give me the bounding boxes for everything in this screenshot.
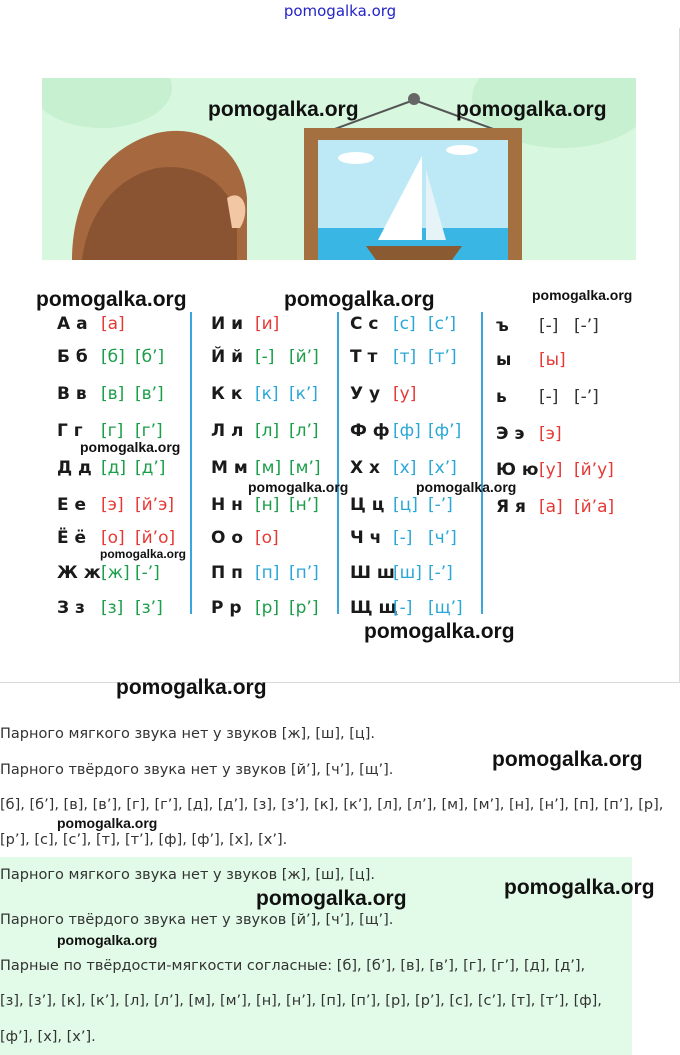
sound-cell: [р’] xyxy=(289,598,319,618)
letter-cell: Ж ж xyxy=(57,563,101,583)
sound-cell: [й’о] xyxy=(135,528,176,548)
sound-cell: [н’] xyxy=(289,495,319,515)
letter-cell: Щ щ xyxy=(350,598,398,618)
letter-cell: Я я xyxy=(496,497,526,517)
sound-cell: [б] xyxy=(101,347,125,367)
letter-cell: Т т xyxy=(350,347,378,367)
sound-cell: [э] xyxy=(101,495,124,515)
sound-cell: [и] xyxy=(255,314,280,334)
letter-cell: И и xyxy=(211,314,244,334)
sound-cell: [й’у] xyxy=(574,460,614,480)
sound-cell: [п’] xyxy=(289,563,319,583)
letter-cell: Л л xyxy=(211,421,244,441)
sound-cell: [д’] xyxy=(135,458,166,478)
watermark: pomogalka.org xyxy=(532,287,633,303)
letter-cell: Ч ч xyxy=(350,528,382,548)
sound-cell: [з] xyxy=(101,598,124,618)
sound-cell: [с’] xyxy=(428,314,457,334)
sound-cell: [н] xyxy=(255,495,280,515)
letter-cell: Р р xyxy=(211,598,242,618)
sound-cell: [б’] xyxy=(135,347,165,367)
watermark: pomogalka.org xyxy=(116,676,267,699)
letter-cell: У у xyxy=(350,384,381,404)
sound-cell: [в] xyxy=(101,384,125,404)
sound-cell: [-] xyxy=(539,387,559,407)
sound-cell: [л’] xyxy=(289,421,319,441)
sound-cell: [-’] xyxy=(428,495,453,515)
sound-cell: [у] xyxy=(539,460,563,480)
answer-line: Парного мягкого звука нет у звуков [ж], [ш], [ц]. xyxy=(0,867,375,883)
sound-cell: [й’а] xyxy=(574,497,615,517)
letter-cell: Ш ш xyxy=(350,563,395,583)
sound-cell: [-] xyxy=(393,598,413,618)
sound-cell: [к’] xyxy=(289,384,318,404)
letter-cell: З з xyxy=(57,598,85,618)
sound-cell: [у] xyxy=(393,384,417,404)
sound-cell: [-’] xyxy=(574,316,599,336)
sound-cell: [о] xyxy=(255,528,279,548)
answer-line: Парного твёрдого звука нет у звуков [й’], [ч’], [щ’]. xyxy=(0,912,394,928)
sound-cell: [ш] xyxy=(393,563,422,583)
sound-cell: [ф’] xyxy=(428,421,462,441)
letter-cell: А а xyxy=(57,314,88,334)
watermark: pomogalka.org xyxy=(36,288,187,311)
letter-cell: П п xyxy=(211,563,243,583)
sound-cell: [о] xyxy=(101,528,125,548)
letter-cell: Е е xyxy=(57,495,87,515)
letter-cell: В в xyxy=(57,384,87,404)
watermark: pomogalka.org xyxy=(57,932,158,948)
sound-cell: [з’] xyxy=(135,598,163,618)
watermark: pomogalka.org xyxy=(248,479,349,495)
sound-cell: [ы] xyxy=(539,350,566,370)
sound-cell: [р] xyxy=(255,598,280,618)
watermark-top: pomogalka.org xyxy=(283,2,397,20)
column-divider xyxy=(337,312,339,614)
letter-cell: Г г xyxy=(57,421,83,441)
answer-line: Парные по твёрдости-мягкости согласные: [б], [б’], [в], [в’], [г], [г’], [д], [д’], xyxy=(0,958,586,974)
sound-cell: [-’] xyxy=(574,387,599,407)
sound-cell: [г’] xyxy=(135,421,163,441)
answer-line: [ф’], [х], [х’]. xyxy=(0,1029,96,1045)
sound-cell: [а] xyxy=(101,314,125,334)
watermark: pomogalka.org xyxy=(492,748,643,771)
letter-cell: Х х xyxy=(350,458,380,478)
letter-cell: Э э xyxy=(496,424,525,444)
letter-cell: Ю ю xyxy=(496,460,539,480)
letter-cell: Б б xyxy=(57,347,88,367)
sound-cell: [щ’] xyxy=(428,598,463,618)
letter-cell: О о xyxy=(211,528,244,548)
sound-cell: [-’] xyxy=(428,563,453,583)
text-line: Парного твёрдого звука нет у звуков [й’], [ч’], [щ’]. xyxy=(0,762,394,778)
text-line: [б], [б’], [в], [в’], [г], [г’], [д], [д’], [з], [з’], [к], [к’], [л], [л’], [м], [м’], [н], [н’], [п], [п’], [р], xyxy=(0,797,664,813)
letter-cell: С с xyxy=(350,314,379,334)
column-divider xyxy=(190,312,192,614)
sound-cell: [т’] xyxy=(428,347,457,367)
watermark: pomogalka.org xyxy=(456,98,607,121)
sound-cell: [-] xyxy=(393,528,413,548)
sound-cell: [х] xyxy=(393,458,417,478)
sound-cell: [э] xyxy=(539,424,562,444)
watermark: pomogalka.org xyxy=(504,876,655,899)
sound-cell: [к] xyxy=(255,384,279,404)
sound-cell: [м’] xyxy=(289,458,321,478)
sound-cell: [ж] xyxy=(101,563,130,583)
sound-cell: [г] xyxy=(101,421,124,441)
answer-line: [з], [з’], [к], [к’], [л], [л’], [м], [м’], [н], [н’], [п], [п’], [р], [р’], [с], [с’], [т], [т’], [ф], xyxy=(0,993,602,1009)
sound-cell: [ц] xyxy=(393,495,418,515)
watermark: pomogalka.org xyxy=(57,815,158,831)
sound-cell: [-] xyxy=(255,347,275,367)
sound-cell: [т] xyxy=(393,347,417,367)
sound-cell: [л] xyxy=(255,421,280,441)
sound-cell: [-’] xyxy=(135,563,160,583)
letter-cell: К к xyxy=(211,384,243,404)
sound-cell: [й’э] xyxy=(135,495,175,515)
watermark: pomogalka.org xyxy=(100,547,187,561)
watermark: pomogalka.org xyxy=(284,288,435,311)
letter-cell: М м xyxy=(211,458,248,478)
sound-cell: [м] xyxy=(255,458,282,478)
letter-cell: ъ xyxy=(496,316,509,336)
sound-cell: [ч’] xyxy=(428,528,457,548)
sound-cell: [й’] xyxy=(289,347,319,367)
letter-cell: Ф ф xyxy=(350,421,390,441)
text-line: Парного мягкого звука нет у звуков [ж], [ш], [ц]. xyxy=(0,726,375,742)
sound-cell: [в’] xyxy=(135,384,164,404)
sound-cell: [с] xyxy=(393,314,416,334)
watermark: pomogalka.org xyxy=(208,98,359,121)
column-divider xyxy=(481,312,483,614)
sound-cell: [д] xyxy=(101,458,127,478)
watermark: pomogalka.org xyxy=(364,620,515,643)
letter-cell: Ё ё xyxy=(57,528,87,548)
watermark: pomogalka.org xyxy=(80,439,181,455)
text-line: [р’], [с], [с’], [т], [т’], [ф], [ф’], [х], [х’]. xyxy=(0,832,288,848)
sound-cell: [п] xyxy=(255,563,280,583)
sound-cell: [-] xyxy=(539,316,559,336)
letter-cell: Н н xyxy=(211,495,243,515)
sound-cell: [х’] xyxy=(428,458,457,478)
letter-cell: Д д xyxy=(57,458,92,478)
sound-cell: [ф] xyxy=(393,421,421,441)
sound-cell: [а] xyxy=(539,497,563,517)
letter-cell: Й й xyxy=(211,347,244,367)
letter-cell: ь xyxy=(496,387,507,407)
letter-cell: Ц ц xyxy=(350,495,385,515)
watermark: pomogalka.org xyxy=(416,479,517,495)
letter-cell: ы xyxy=(496,350,512,370)
watermark: pomogalka.org xyxy=(256,887,407,910)
